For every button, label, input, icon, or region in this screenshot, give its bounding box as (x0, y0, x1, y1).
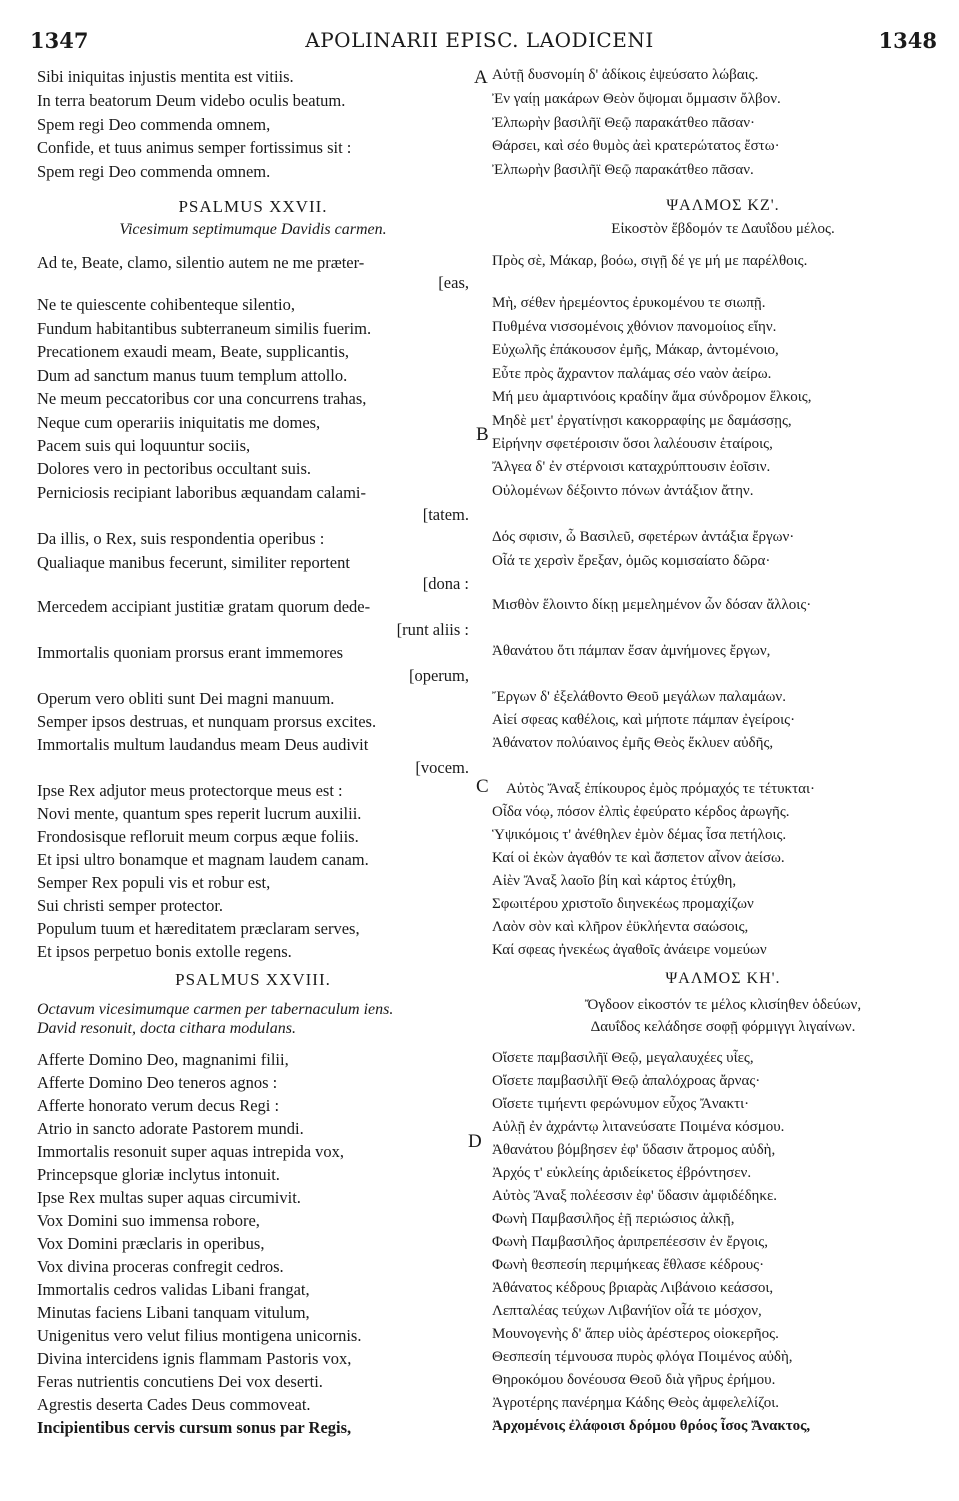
greek-verse: Ἄλγεα δ' ἐν στέρνοισι καταχρύπτουσιν ἑοῖσιν. (492, 459, 771, 475)
margin-letter-a: A (474, 67, 488, 88)
latin-verse: Incipientibus cervis cursum sonus par Regis, (37, 1418, 352, 1437)
latin-verse: Qualiaque manibus fecerunt, similiter reportent (37, 553, 350, 572)
latin-verse: Et ipsos perpetuo bonis extolle regens. (37, 942, 292, 961)
margin-letter-c: C (476, 776, 489, 797)
greek-verse: Ἀγροτέρης πανέρημα Κάδης Θεὸς ἀμφελελίζοι. (492, 1395, 780, 1411)
latin-verse: Da illis, o Rex, suis respondentia operibus : (37, 529, 325, 548)
latin-verse: Vox divina proceras confregit cedros. (37, 1257, 284, 1276)
psalm-28-greek-subtitle: Δαυΐδος κελάδησε σοφῇ φόρμιγγι λιγαίνων. (590, 1019, 856, 1035)
greek-verse: Φωνὴ Παμβασιλῆος ἀριπρεπέεσσιν ἐν ἔργοις, (492, 1234, 768, 1250)
psalm-28-greek-subtitle: Ὄγδοον εἰκοστόν τε μέλος κλισίηθεν ὁδεύων, (584, 997, 862, 1013)
greek-verse: Αὐλῇ ἐν ἀχράντῳ λιτανεύσατε Ποιμένα κόσμου. (492, 1119, 785, 1135)
greek-verse: Μισθὸν ἕλοιντο δίκῃ μεμελημένον ὧν δόσαν ἄλλοις· (492, 597, 812, 613)
latin-verse: Immortalis multum laudandus meam Deus audivit (37, 735, 369, 754)
margin-letter-b: B (476, 424, 489, 445)
page-number-right: 1348 (878, 28, 937, 53)
latin-verse: Ipse Rex multas super aquas circumivit. (37, 1188, 301, 1207)
greek-verse: Μὴ, σέθεν ἠρεμέοντος ἐρυκομένου τε σιωπῇ. (492, 295, 766, 311)
greek-verse: Ἔργων δ' ἐξελάθοντο Θεοῦ μεγάλων παλαμάων. (492, 689, 786, 705)
latin-verse: Perniciosis recipiant laboribus æquandam calami- (37, 483, 366, 502)
latin-verse-continuation: [tatem. (422, 505, 469, 524)
psalm-28-latin-subtitle: Octavum vicesimumque carmen per tabernaculum iens. (37, 1001, 394, 1018)
latin-verse: Populum tuum et hæreditatem præclaram serves, (37, 919, 360, 938)
greek-verse: Θηροκόμου δονέουσα Θεοῦ διὰ γῆρυς ἐρήμου. (492, 1372, 776, 1388)
latin-verse: Pacem suis qui loquuntur sociis, (37, 436, 251, 455)
greek-verse: Ἀθάνατος κέδρους βριαρὰς Λιβάνοιο κεάσσοι, (492, 1280, 774, 1296)
greek-verse: Μή μευ ἁμαρτινόοις κραδίην ἅμα σύνδρομον ἕλκοις, (492, 389, 812, 405)
greek-verse: Αἰὲν Ἄναξ λαοῖο βίη καὶ κάρτος ἐτύχθη, (492, 873, 737, 889)
latin-intro-line: In terra beatorum Deum videbo oculis beatum. (37, 91, 346, 110)
greek-verse: Δός σφισιν, ὦ Βασιλεῦ, σφετέρων ἀντάξια ἔργων· (492, 529, 795, 545)
greek-verse: Οἷά τε χερσὶν ἔρεξαν, ὁμῶς κομισαίατο δῶρα· (492, 553, 771, 569)
greek-verse: Εὖτε πρὸς ἄχραντον παλάμας σέο ναὸν ἀείρω. (492, 366, 772, 382)
greek-verse: Ἀθανάτου ὅτι πάμπαν ἔσαν ἀμνήμονες ἔργων, (492, 643, 771, 659)
psalm-27-greek-title: ΨΑΛΜΟΣ ΚΖ'. (666, 197, 780, 214)
greek-intro-line: Αὐτῇ δυσνομίη δ' ἀδίκοις ἐψεύσατο λώβαις. (492, 67, 759, 83)
latin-verse: Vox Domini suo immensa robore, (37, 1211, 260, 1230)
latin-verse: Feras nutrientis concutiens Dei vox deserti. (37, 1372, 323, 1391)
latin-intro-line: Spem regi Deo commenda omnem. (37, 162, 271, 181)
latin-verse-continuation: [operum, (408, 666, 469, 685)
latin-verse: Mercedem accipiant justitiæ gratam quorum dede- (37, 597, 371, 616)
greek-verse: Πυθμένα νισσομένοις χθόνιον πανομοίιος εἴην. (492, 319, 777, 335)
greek-verse: Οἴσετε παμβασιλῆϊ Θεῷ, μεγαλαυχέες υἷες, (492, 1050, 754, 1066)
greek-verse: Ἀρχομένοις ἐλάφοισι δρόμου θρόος ἶσος Ἄνακτος, (492, 1418, 811, 1434)
greek-verse: Καί σφεας ἠνεκέως ἀγαθοῖς ἀνάειρε νομεύων (492, 942, 767, 958)
latin-intro-line: Confide, et tuus animus semper fortissimus sit : (37, 138, 352, 157)
latin-verse: Frondosisque refloruit meum corpus æque foliis. (37, 827, 359, 846)
latin-verse: Immortalis cedros validas Libani frangat, (37, 1280, 310, 1299)
psalm-27-latin-title: PSALMUS XXVII. (178, 197, 328, 216)
greek-verse: Σφωιτέρου χριστοῖο διηνεκέως προμαχίζων (492, 896, 754, 912)
psalm-27-latin-subtitle: Vicesimum septimumque Davidis carmen. (119, 221, 387, 238)
latin-verse: Fundum habitantibus subterraneum similis fuerim. (37, 319, 372, 338)
latin-verse: Minutas faciens Libani tanquam vitulum, (37, 1303, 310, 1322)
greek-verse: Ἀθάνατον πολύαινος ἐμῆς Θεὸς ἔκλυεν αὐδῆς, (492, 735, 774, 751)
greek-verse: Οἶδα νόῳ, πόσον ἐλπὶς ἐφεύρατο κέρδος ἀρωγῆς. (492, 804, 790, 820)
greek-verse: Φωνὴ Παμβασιλῆος ἑῇ περιώσιος ἀλκῇ, (492, 1211, 735, 1227)
latin-verse: Sui christi semper protector. (37, 896, 224, 915)
greek-verse: Αὐτὸς Ἄναξ ἐπίκουρος ἐμὸς πρόμαχός τε τέτυκται· (506, 781, 816, 797)
psalm-28-latin-title: PSALMUS XXVIII. (175, 970, 331, 989)
latin-verse: Unigenitus vero velut filius montigena unicornis. (37, 1326, 362, 1345)
greek-verse: Εἰρήνην σφετέροισιν ὅσοι λαλέουσιν ἑταίροις, (492, 436, 773, 452)
greek-verse: Λαὸν σὸν καὶ κλῆρον ἐϋκλήεντα σαώσοις, (492, 919, 749, 935)
greek-verse: Πρὸς σὲ, Μάκαρ, βοόω, σιγῇ δέ γε μή με παρέλθοις. (492, 253, 808, 269)
latin-verse: Divina intercidens ignis flammam Pastoris vox, (37, 1349, 352, 1368)
latin-verse: Ipse Rex adjutor meus protectorque meus est : (37, 781, 343, 800)
running-title: APOLINARII EPISC. LAODICENI (305, 28, 654, 52)
latin-verse: Immortalis resonuit super aquas intrepida vox, (37, 1142, 345, 1161)
greek-verse: Αἰεί σφεας καθέλοις, καὶ μήποτε πάμπαν ἐγείροις· (492, 712, 796, 728)
latin-verse: Dolores vero in pectoribus occultant suis. (37, 459, 312, 478)
psalm-28-latin-subtitle: David resonuit, docta cithara modulans. (37, 1020, 296, 1037)
greek-verse: Οἴσετε τιμήεντι φερώνυμον εὖχος Ἄνακτι· (492, 1096, 750, 1112)
latin-verse: Precationem exaudi meam, Beate, supplicantis, (37, 342, 350, 361)
greek-intro-line: Θάρσει, καὶ σέο θυμὸς ἀεὶ κρατερώτατος ἔστω· (492, 138, 780, 154)
latin-verse: Afferte Domino Deo teneros agnos : (37, 1073, 278, 1092)
page-number-left: 1347 (30, 28, 89, 53)
latin-verse: Operum vero obliti sunt Dei magni manuum. (37, 689, 335, 708)
greek-intro-line: Ἐν γαίῃ μακάρων Θεὸν ὄψομαι ὄμμασιν ὄλβον. (492, 91, 781, 107)
latin-verse: Neque cum operariis iniquitatis me domes, (37, 413, 321, 432)
latin-verse: Semper ipsos destruas, et nunquam prorsus excites. (37, 712, 377, 731)
latin-verse: Ne te quiescente cohibenteque silentio, (37, 295, 295, 314)
latin-verse: Novi mente, quantum spes reperit lucrum auxilii. (37, 804, 362, 823)
latin-verse: Afferte honorato verum decus Regi : (37, 1096, 280, 1115)
greek-verse: Ἀθανάτου βόμβησεν ἐφ' ὕδασιν ἄτρομος αὐδὴ, (492, 1142, 776, 1158)
margin-letter-d: D (468, 1131, 482, 1152)
latin-verse-continuation: [vocem. (415, 758, 469, 777)
psalm-28-greek-title: ΨΑΛΜΟΣ ΚΗ'. (665, 970, 781, 987)
latin-verse-continuation: [eas, (438, 273, 469, 292)
latin-verse-continuation: [runt aliis : (396, 620, 469, 639)
latin-verse-continuation: [dona : (422, 574, 469, 593)
greek-verse: Εὐχωλῆς ἐπάκουσον ἐμῆς, Μάκαρ, ἀντομένοιο, (492, 342, 779, 358)
greek-intro-line: Ἐλπωρὴν βασιλῆϊ Θεῷ παρακάτθεο πᾶσαν· (492, 115, 756, 131)
greek-verse: Οὐλομένων δέξοιντο πόνων ἀντάξιον ἄτην. (492, 483, 754, 499)
greek-verse: Θεσπεσίη τέμνουσα πυρὸς φλόγα Ποιμένος αὐδὴ, (492, 1349, 793, 1365)
greek-verse: Αὐτὸς Ἄναξ πολέεσσιν ἐφ' ὕδασιν ἀμφιδέδηκε. (492, 1188, 777, 1204)
latin-intro-line: Spem regi Deo commenda omnem, (37, 115, 271, 134)
latin-verse: Et ipsi ultro bonamque et magnam laudem canam. (37, 850, 369, 869)
psalm-27-greek-subtitle: Εἰκοστὸν ἕβδομόν τε Δαυΐδου μέλος. (611, 221, 835, 237)
greek-verse: Μουνογενὴς δ' ἅπερ υἱὸς ἀρέστερος οἰοκερῆος. (492, 1326, 779, 1342)
latin-verse: Afferte Domino Deo, magnanimi filii, (37, 1050, 289, 1069)
latin-verse: Ad te, Beate, clamo, silentio autem ne me præter- (37, 253, 365, 272)
latin-verse: Ne meum peccatoribus cor una concurrens trahas, (37, 389, 367, 408)
greek-verse: Καί οἱ ἑκὼν ἀγαθόν τε καὶ ἄσπετον αἶνον ἀείσω. (492, 850, 785, 866)
greek-verse: Φωνὴ θεσπεσίη περιμήκεας ἔθλασε κέδρους· (492, 1257, 765, 1273)
greek-verse: Λεπταλέας τεύχων Λιβανήϊον οἷά τε μόσχον, (492, 1303, 762, 1319)
latin-verse: Semper Rex populi vis et robur est, (37, 873, 271, 892)
latin-verse: Dum ad sanctum manus tuum templum attollo. (37, 366, 348, 385)
greek-verse: Ἀρχός τ' εὐκλείης ἀριδείκετος ἐβρόντησεν. (492, 1165, 752, 1181)
latin-verse: Agrestis deserta Cades Deus commoveat. (37, 1395, 311, 1414)
greek-verse: Μηδὲ μετ' ἐργατίνῃσι κακορραφίης με δαμάσσῃς, (492, 413, 792, 429)
latin-verse: Vox Domini præclaris in operibus, (37, 1234, 265, 1253)
greek-intro-line: Ἐλπωρὴν βασιλῆϊ Θεῷ παρακάτθεο πᾶσαν. (492, 162, 754, 178)
latin-verse: Princepsque gloriæ inclytus intonuit. (37, 1165, 280, 1184)
latin-verse: Immortalis quoniam prorsus erant immemores (37, 643, 344, 662)
greek-verse: Οἴσετε παμβασιλῆϊ Θεῷ ἀπαλόχροας ἄρνας· (492, 1073, 761, 1089)
latin-intro-line: Sibi iniquitas injustis mentita est vitiis. (37, 67, 294, 86)
greek-verse: Ὑψικόμοις τ' ἀνέθηλεν ἐμὸν δέμας ἶσα πετήλοις. (492, 827, 787, 843)
latin-verse: Atrio in sancto adorate Pastorem mundi. (37, 1119, 304, 1138)
